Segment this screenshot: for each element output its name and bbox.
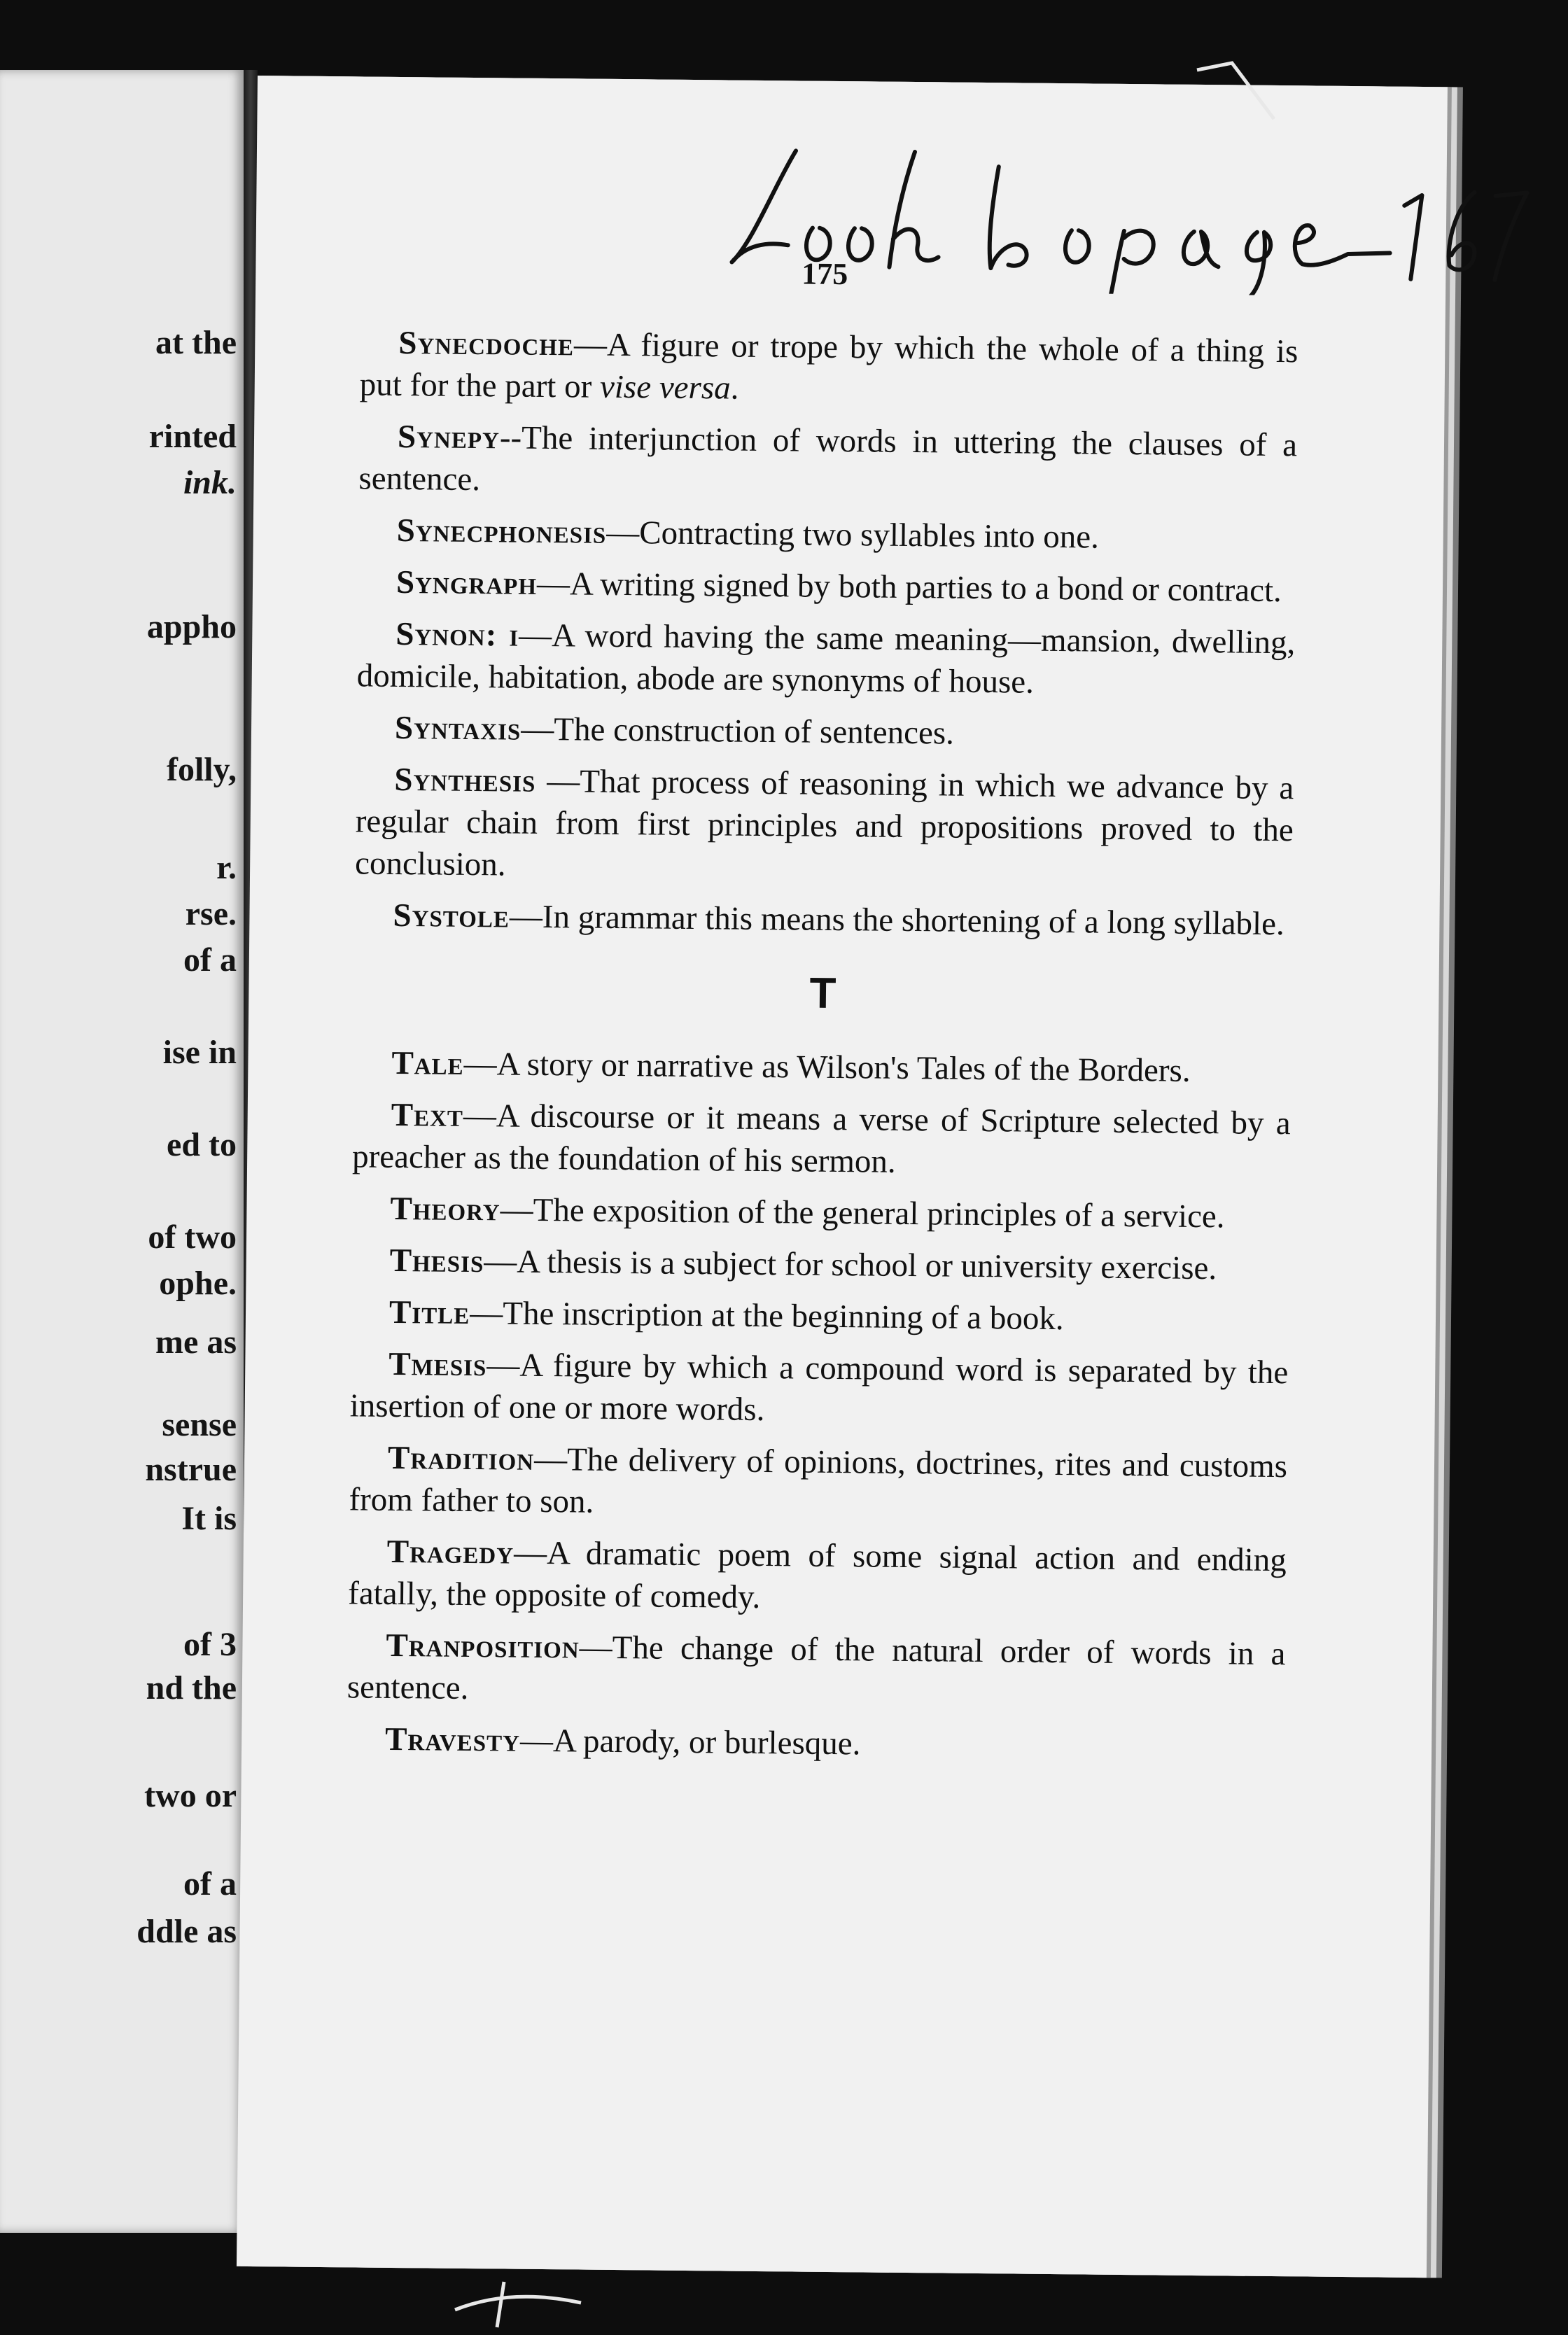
glossary-entry	[352, 1093, 1291, 1186]
left-page-fragment: rinted	[148, 418, 237, 455]
entry-definition: —A thesis is a subject for school or university exercise.	[484, 1243, 1217, 1287]
left-page-fragment: of a	[183, 941, 237, 979]
glossary-entry	[358, 415, 1297, 508]
glossary-entry	[347, 1624, 1286, 1717]
left-page-fragment: ed to	[167, 1126, 237, 1163]
entry-definition: —The inscription at the beginning of a book.	[470, 1294, 1064, 1338]
entry-term: Systole	[393, 897, 510, 935]
glossary-entry	[359, 321, 1298, 414]
entry-term: Syngraph	[396, 563, 538, 602]
entry-definition: —A writing signed by both parties to a bond or contract.	[536, 565, 1282, 610]
entry-term: Thesis	[389, 1242, 484, 1280]
entry-definition: —The construction of sentences.	[521, 710, 955, 752]
left-page-fragment: ddle as	[136, 1913, 237, 1950]
glossary-entry	[349, 1342, 1288, 1436]
left-page-fragment: It is	[181, 1500, 237, 1537]
entry-term: Title	[388, 1293, 470, 1331]
glossary-entry	[355, 758, 1294, 893]
left-page-fragment: of 3	[183, 1626, 237, 1663]
entry-term: Text	[391, 1096, 464, 1134]
left-page-fragment: ophe.	[159, 1265, 237, 1302]
entry-definition: —The delivery of opinions, doctrines, rites and customs from father to son.	[349, 1440, 1288, 1520]
entry-definition: —A dramatic poem of some signal action and ending fatally, the opposite of comedy.	[347, 1534, 1287, 1615]
entry-term: Synecphonesis	[396, 512, 607, 551]
left-page-fragment: appho	[146, 608, 237, 645]
entry-term: Synepy	[397, 418, 500, 456]
left-page-fragment: nd the	[146, 1669, 237, 1706]
entry-term: Tranposition	[386, 1627, 580, 1666]
page-number: 175	[802, 256, 848, 292]
entry-term: Syntaxis	[394, 709, 522, 748]
left-page-fragment: folly,	[166, 751, 237, 788]
entry-definition: —A word having the same meaning—mansion, dwelling, domicile, habitation, abode are synonyms of house.	[356, 617, 1296, 701]
entry-term: Synecdoche	[398, 324, 575, 363]
glossary-entry	[349, 1436, 1287, 1529]
left-page-fragment: r.	[216, 849, 237, 886]
entry-definition: —A parody, or burlesque.	[519, 1722, 861, 1762]
glossary-entry	[346, 1718, 1285, 1769]
entry-term: Tale	[391, 1044, 464, 1082]
entry-definition: —In grammar this means the shortening of a long syllable.	[509, 898, 1284, 943]
left-page-fragment: at the	[155, 324, 237, 361]
section-letter-heading: T	[809, 969, 836, 1018]
entry-term: Travesty	[384, 1720, 521, 1759]
left-page-fragment: me as	[155, 1324, 237, 1361]
entry-definition: —The exposition of the general principles of a service.	[500, 1191, 1225, 1235]
glossary-entry	[358, 561, 1296, 612]
left-page	[0, 70, 244, 2233]
glossary-entry	[358, 509, 1296, 560]
left-page-fragment: sense	[162, 1406, 237, 1443]
left-page-fragment: two or	[144, 1777, 237, 1814]
entry-definition: —The change of the natural order of words in a sentence.	[346, 1629, 1286, 1706]
left-page-fragment: ink.	[183, 464, 237, 501]
entry-definition: —A figure by which a compound word is separated by the insertion of one or more words.	[349, 1347, 1289, 1429]
left-page-fragment: ise in	[162, 1034, 237, 1071]
left-page-fragment: of two	[148, 1219, 237, 1256]
entry-term: Tradition	[387, 1439, 535, 1478]
right-page	[237, 76, 1448, 2278]
left-page-fragment: of a	[183, 1865, 237, 1902]
left-page-fragment: nstrue	[145, 1451, 237, 1488]
glossary-entry	[354, 894, 1293, 945]
entry-definition: —Contracting two syllables into one.	[606, 514, 1100, 556]
glossary-entry	[351, 1239, 1289, 1290]
entry-definition: —A discourse or it means a verse of Scripture selected by a preacher as the foundation of his sermon.	[351, 1097, 1291, 1180]
entry-tail: .	[730, 370, 739, 407]
entry-definition: —A story or narrative as Wilson's Tales of the Borders.	[463, 1045, 1191, 1089]
entry-term: Tragedy	[386, 1533, 514, 1571]
entry-term: Synthesis	[394, 761, 536, 799]
entry-definition: —That process of reasoning in which we advance by a regular chain from first principles and propositions proved to the conclusion.	[354, 762, 1294, 883]
glossary-entry	[351, 1187, 1290, 1238]
entry-italic: vise versa	[599, 368, 731, 407]
glossary-content	[346, 321, 1298, 1779]
entry-definition: --The interjunction of words in uttering the clauses of a sentence.	[358, 419, 1298, 498]
entry-definition: —A figure or trope by which the whole of a thing is put for the part or	[359, 326, 1298, 405]
glossary-entry	[348, 1530, 1287, 1623]
glossary-entry	[353, 1042, 1292, 1093]
glossary-entry	[356, 612, 1295, 706]
entry-term: Synon: i	[396, 615, 519, 654]
scan-artifact-mark	[1190, 42, 1302, 126]
entry-term: Theory	[390, 1190, 500, 1228]
entry-term: Tmesis	[388, 1345, 487, 1384]
glossary-entry	[356, 706, 1295, 757]
scan-artifact-mark	[448, 2268, 588, 2331]
left-page-fragment: rse.	[185, 895, 237, 932]
glossary-entry	[351, 1291, 1289, 1342]
